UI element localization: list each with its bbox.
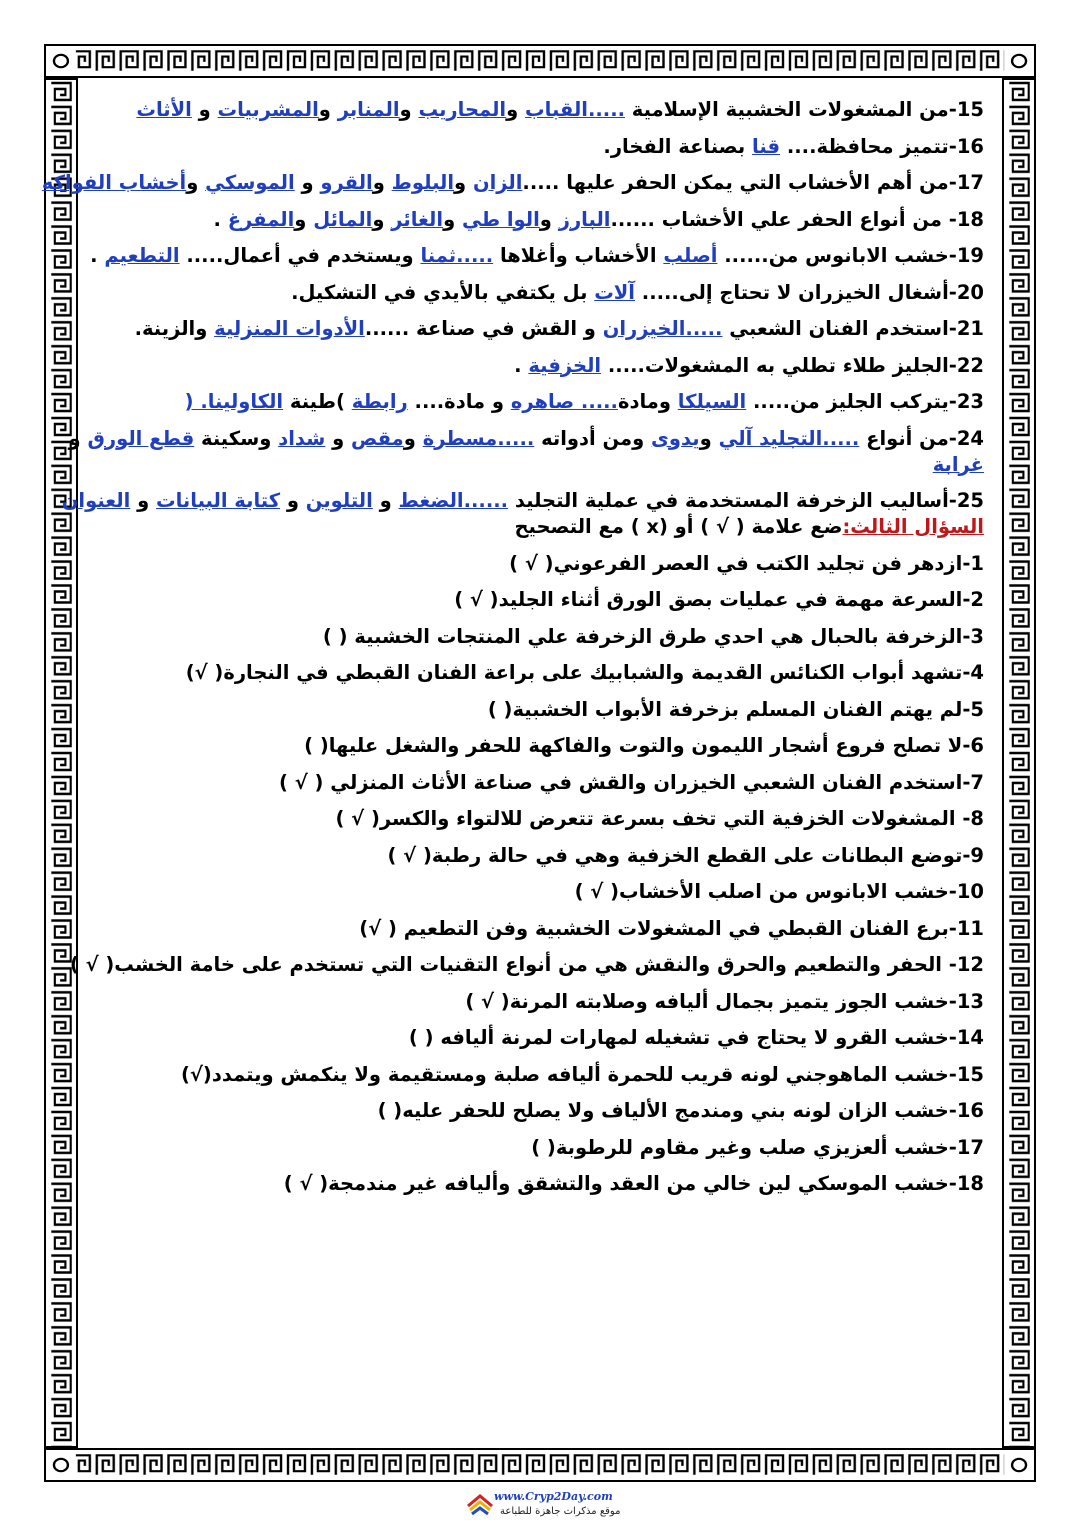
answer-text: ..... صاهره xyxy=(510,390,618,413)
worksheet-line xyxy=(465,990,984,1013)
question-text: والزينة. xyxy=(134,317,215,340)
question-text: 18- من أنواع الحفر علي الأخشاب ...... xyxy=(610,207,984,231)
question-text: 22-الجليز طلاء تطلي به المشغولات..... xyxy=(601,353,984,377)
worksheet-line xyxy=(70,953,984,976)
question-text: و xyxy=(699,426,719,450)
worksheet-line xyxy=(378,1099,984,1122)
question-text: الأخشاب وأغلاها xyxy=(493,244,664,267)
worksheet-line xyxy=(69,427,984,450)
border-top xyxy=(44,44,1036,78)
question-text: 5-لم يهتم الفنان المسلم بزخرفة الأبواب الخشبية( ) xyxy=(487,697,984,721)
question-text: و xyxy=(318,98,338,121)
answer-text: رابطة xyxy=(351,390,408,413)
question-text: 23-يتركب الجليز من..... xyxy=(746,390,984,413)
question-text: 11-برع الفنان القبطي في المشغولات الخشبية وفن التطعيم ( √) xyxy=(359,916,984,940)
worksheet-line xyxy=(575,880,984,903)
answer-text: شداد xyxy=(278,426,326,450)
worksheet-line xyxy=(136,98,984,121)
answer-text: السيلكا xyxy=(677,390,747,413)
question-text: 14-خشب القرو لا يحتاج في تشغيله لمهارات لمرنة أليافه ( ) xyxy=(408,1026,984,1049)
question-text: و xyxy=(403,426,423,450)
worksheet-line xyxy=(284,1172,984,1195)
question-text: ومادة xyxy=(617,390,678,413)
worksheet-line xyxy=(186,661,984,684)
question-text: و xyxy=(68,426,88,450)
worksheet-line xyxy=(409,1026,984,1049)
answer-text: مقص xyxy=(351,426,404,450)
question-text: و xyxy=(372,207,392,231)
question-text: 20-أشغال الخيزران لا تحتاج إلى..... xyxy=(635,280,984,304)
answer-text: الموسكي xyxy=(205,171,295,194)
question-text: و xyxy=(325,426,352,450)
worksheet-line xyxy=(135,317,984,340)
question-text: و xyxy=(454,171,473,194)
answer-text: الأدوات المنزلية xyxy=(214,317,365,340)
answer-text: الخزفية xyxy=(528,353,602,377)
answer-text: يدوى xyxy=(651,426,700,450)
question-text: و xyxy=(294,171,321,194)
question-text: و مادة.... xyxy=(407,390,511,413)
question-text: و xyxy=(294,207,314,231)
question-text: 15-من المشغولات الخشبية الإسلامية xyxy=(625,98,984,121)
question-text: و xyxy=(372,171,392,194)
footer-tagline: موقع مذكرات جاهزة للطباعة xyxy=(500,1506,621,1517)
worksheet-line xyxy=(304,734,984,757)
worksheet-line xyxy=(531,1136,984,1159)
answer-text: أخشاب الفواكه xyxy=(41,171,187,194)
worksheet-line xyxy=(62,489,984,512)
answer-text: التلوين xyxy=(305,489,373,512)
question-text: 17-خشب ألعزيزي صلب وغير مقاوم للرطوبة( ) xyxy=(531,1135,984,1159)
question-text: و xyxy=(186,171,206,194)
answer-text: كتابة البيانات xyxy=(156,489,281,512)
worksheet-line xyxy=(454,588,984,611)
answer-text: السؤال الثالث: xyxy=(842,515,984,538)
question-text: 6-لا تصلح فروع أشجار الليمون والتوت والفاكهة للحفر والشغل عليها( ) xyxy=(304,734,984,757)
worksheet-line xyxy=(214,208,985,231)
answer-text: الكاولينا. ( xyxy=(184,390,284,413)
answer-text: .....مسطرة xyxy=(422,426,535,450)
answer-text: المفرغ xyxy=(227,207,295,231)
answer-text: .....الخيزران xyxy=(602,317,723,340)
question-text: 3-الزخرفة بالحبال هي احدي طرق الزخرفة علي المنتجات الخشبية ( ) xyxy=(322,624,984,648)
answer-text: التطعيم xyxy=(104,244,180,267)
worksheet-line xyxy=(291,281,984,304)
worksheet-line xyxy=(359,917,984,940)
question-text: و xyxy=(191,98,218,121)
answer-text: القرو xyxy=(320,171,373,194)
answer-text: المحاريب xyxy=(418,98,507,121)
answer-text: البلوط xyxy=(391,171,455,194)
answer-text: الوا طي xyxy=(461,207,540,231)
answer-text: الزان xyxy=(472,171,523,194)
question-text: . xyxy=(213,207,228,231)
question-text: و xyxy=(280,489,306,512)
question-text: و xyxy=(506,98,526,121)
question-text: و القش في صناعة ...... xyxy=(364,317,603,340)
answer-text: .....التجليد آلي xyxy=(718,426,860,450)
question-text: 4-تشهد أبواب الكنائس القديمة والشبابيك على براعة الفنان القبطي في النجارة( √) xyxy=(185,661,984,684)
question-text: 9-توضع البطانات على القطع الخزفية وهي في حالة رطبة( √ ) xyxy=(387,843,984,867)
question-text: 10-خشب الابانوس من اصلب الأخشاب( √ ) xyxy=(574,880,984,903)
answer-text: العنوان xyxy=(61,489,131,512)
worksheet-line xyxy=(509,552,984,575)
question-text: بصناعة الفخار. xyxy=(603,134,752,158)
worksheet-line xyxy=(90,244,984,267)
question-text: 18-خشب الموسكي لين خالي من العقد والتشقق وأليافه غير مندمجة( √ ) xyxy=(283,1172,984,1195)
worksheet-line xyxy=(185,390,984,413)
worksheet-line xyxy=(181,1063,984,1086)
answer-text: المائل xyxy=(313,207,373,231)
answer-text: قطع الورق xyxy=(87,426,195,450)
question-text: 25-أساليب الزخرفة المستخدمة في عملية التجليد xyxy=(508,489,984,512)
border-left xyxy=(44,78,78,1448)
question-text: و xyxy=(443,207,462,231)
question-text: 8- المشغولات الخزفية التي تخف بسرعة تتعرض للالتواء والكسر( √ ) xyxy=(335,807,984,830)
question-text: و xyxy=(130,489,157,512)
answer-text: .....القباب xyxy=(525,98,626,121)
worksheet-line xyxy=(488,698,984,721)
worksheet-line xyxy=(514,354,984,377)
border-bottom xyxy=(44,1448,1036,1482)
question-text: و xyxy=(399,98,419,121)
answer-text: ......الضغط xyxy=(398,489,509,512)
worksheet-line xyxy=(603,135,984,158)
answer-text: آلات xyxy=(594,280,635,304)
question-text: 16-خشب الزان لونه بني ومندمج الألياف ولا يصلح للحفر عليه( ) xyxy=(377,1099,984,1122)
question-text: 13-خشب الجوز يتميز بجمال أليافه وصلابته المرنة( √ ) xyxy=(465,989,984,1013)
worksheet-line xyxy=(42,171,984,194)
answer-text: الغائر xyxy=(391,207,444,231)
answer-text: الأثاث xyxy=(136,98,192,121)
worksheet-line xyxy=(323,625,984,648)
question-text: بل يكتفي بالأيدي في التشكيل. xyxy=(291,280,595,304)
question-text: 2-السرعة مهمة في عمليات بصق الورق أثناء الجليد( √ ) xyxy=(454,588,984,611)
footer-watermark xyxy=(460,1488,630,1524)
question-text: 1-ازدهر فن تجليد الكتب في العصر الفرعوني( √ ) xyxy=(509,551,984,575)
worksheet-line xyxy=(335,807,984,830)
question-text: . xyxy=(514,353,529,377)
question-text: وسكينة xyxy=(194,426,279,450)
question-text: . xyxy=(90,244,105,267)
question-text: 24-من أنواع xyxy=(859,426,984,450)
question-text: 16-تتميز محافظة.... xyxy=(780,134,984,158)
answer-text: البارز xyxy=(558,207,611,231)
question-text: ومن أدواته xyxy=(534,426,652,450)
question-text: )طينة xyxy=(283,390,352,413)
question-text: 12- الحفر والتطعيم والحرق والنقش هي من أنواع التقنيات التي تستخدم على خامة الخشب( √ ) xyxy=(69,953,984,976)
answer-text: المشربيات xyxy=(217,98,319,121)
footer-url[interactable]: www.Cryp2Day.com xyxy=(494,1490,613,1503)
answer-text: .....ثمنا xyxy=(420,244,494,267)
answer-text: المنابر xyxy=(337,98,400,121)
worksheet-line xyxy=(387,844,984,867)
worksheet-line xyxy=(514,515,984,538)
worksheet-line xyxy=(933,453,984,476)
question-text: 7-استخدم الفنان الشعبي الخيزران والقش في صناعة الأثاث المنزلي ( √ ) xyxy=(279,770,984,794)
question-text: ضع علامة ( √ ) أو (x ) مع التصحيح xyxy=(514,515,843,538)
question-text: 21-استخدم الفنان الشعبي xyxy=(722,317,984,340)
answer-text: أصلب xyxy=(663,244,718,267)
answer-text: قنا xyxy=(752,134,781,158)
question-text: و xyxy=(372,489,399,512)
question-text: و xyxy=(539,207,559,231)
question-text: 15-خشب الماهوجني لونه قريب للحمرة أليافه صلبة ومستقيمة ولا ينكمش ويتمدد(√) xyxy=(181,1062,984,1086)
border-right xyxy=(1002,78,1036,1448)
worksheet-line xyxy=(279,771,984,794)
question-text: 19-خشب الابانوس من...... xyxy=(717,244,984,267)
answer-text: غرابة xyxy=(932,452,984,476)
question-text: ويستخدم في أعمال..... xyxy=(179,244,421,267)
site-logo xyxy=(466,1492,494,1524)
question-text: 17-من أهم الأخشاب التي يمكن الحفر عليها ..... xyxy=(522,171,984,194)
